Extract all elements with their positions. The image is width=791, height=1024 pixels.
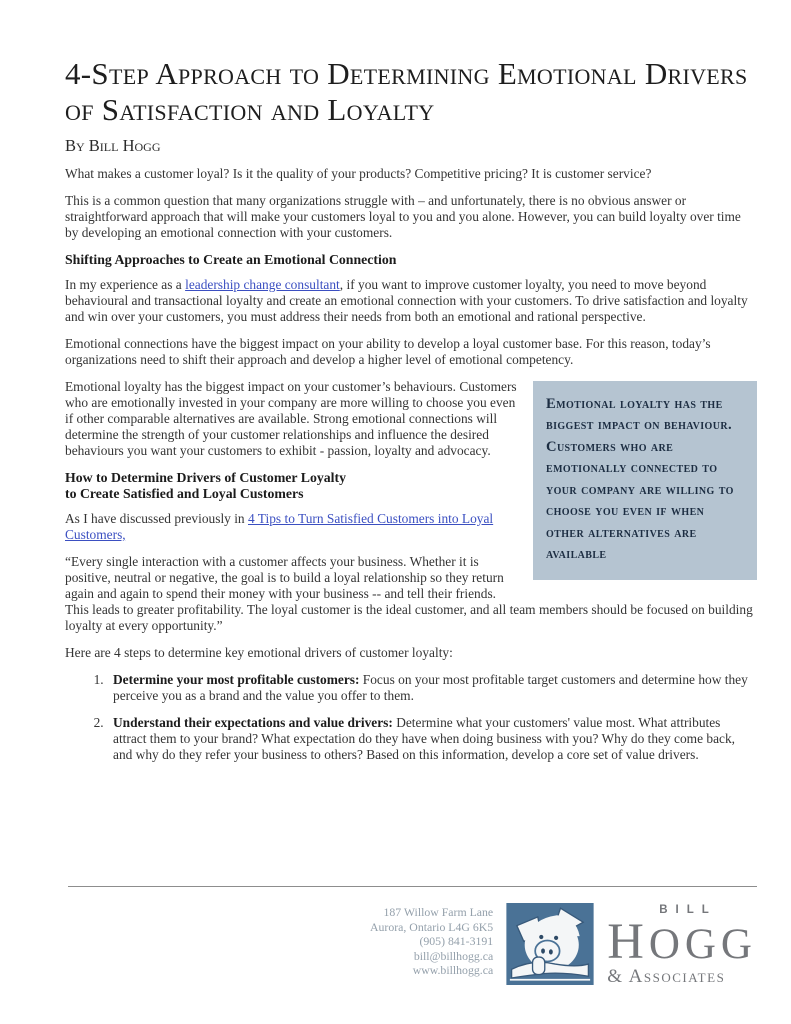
email-link[interactable]: bill@billhogg.ca [413, 948, 494, 963]
step1-title: Determine your most profitable customers: [113, 671, 360, 687]
address-line1: 187 Willow Farm Lane [383, 905, 494, 919]
page-footer [68, 886, 757, 986]
paragraph-emotional-connections: Emotional connections have the biggest impact on your ability to develop a loyal customer base. For this reason, today’s organizations need to shift their approach and develop a higher level of emotional competency. [65, 335, 711, 367]
paragraph-common-question: This is a common question that many organizations struggle with – and unfortunately, there is no obvious answer or straightforward approach that will make your customers loyal to you and you alone. However, you can build loyalty over time by developing an emotional connection with your customers. [65, 192, 741, 240]
heading-shifting-approaches: Shifting Approaches to Create an Emotional Connection [65, 251, 397, 267]
paragraph-experience-prefix: In my experience as a [65, 276, 186, 292]
article-content [65, 56, 757, 774]
step2-text: Determine what your customers' value most. What attributes attract them to your brand? What expectation do they have when doing business with you? Why do they come back, and why do they refer your business to others? Based on this information, develop a core set of value drivers. [113, 714, 735, 762]
paragraph-emotional-loyalty: Emotional loyalty has the biggest impact on your customer’s behaviours. Customers who are emotionally invested in your company are more willing to choose you even if other comparable alternatives are available. Strong emotional connections will determine the strength of your customer relationships and influence the desired behaviours you want your customers to exhibit - passion, loyalty and advocacy. [65, 378, 517, 458]
heading-how-to-determine-line2: to Create Satisfied and Loyal Customers [65, 485, 304, 501]
block-quote: “Every single interaction with a customer affects your business. Whether it is positive, neutral or negative, the goal is to build a loyal relationship so they return again and again to spend their money with your business -- and tell their friends. This leads to greater profitability. The loyal customer is the ideal customer, and all team members should be focused on building loyalty at every opportunity.” [65, 553, 753, 633]
list-item [107, 672, 757, 704]
byline: By Bill Hogg [65, 135, 161, 155]
leadership-change-consultant-link[interactable]: leadership change consultant [185, 276, 340, 292]
list-item [107, 715, 757, 763]
pig-logo-icon [506, 903, 594, 985]
page-title: 4-Step Approach to Determining Emotional Drivers of Satisfaction and Loyalty [65, 56, 748, 127]
paragraph-four-steps-lead: Here are 4 steps to determine key emotional drivers of customer loyalty: [65, 644, 453, 660]
paragraph-discussed-prefix: As I have discussed previously in [65, 510, 248, 526]
contact-block [370, 903, 493, 978]
website-link[interactable]: www.billhogg.ca [412, 963, 494, 977]
heading-how-to-determine-line1: How to Determine Drivers of Customer Loyalty [65, 469, 346, 485]
paragraph-intro: What makes a customer loyal? Is it the quality of your products? Competitive pricing? It is customer service? [65, 165, 652, 181]
step1-text: Focus on your most profitable target customers and determine how they perceive you as a brand and the value you offer to them. [113, 671, 748, 703]
address-line2: Aurora, Ontario L4G 6K5 [370, 919, 494, 934]
steps-list [87, 672, 757, 763]
four-tips-article-link[interactable]: 4 Tips to Turn Satisfied Customers into Loyal Customers, [65, 510, 494, 542]
logo-bill-text: BILL [659, 904, 717, 916]
pull-quote-box [533, 381, 757, 580]
paragraph-experience-suffix: , if you want to improve customer loyalty, you need to move beyond behavioural and transactional loyalty and create an emotional connection with your customers. To drive satisfaction and loyalty and win over your customers, you must address their needs from both an emotional and rational perspective. [65, 276, 748, 324]
phone-number: (905) 841-3191 [419, 934, 494, 948]
footer-row [68, 903, 757, 986]
logo-hogg-text: HOGG [607, 912, 757, 969]
paragraph-experience [65, 277, 757, 325]
pull-quote-text: Emotional loyalty has the biggest impact on behaviour. Customers who are emotionally connected to your company are willing to choose you even if when other alternatives are available [546, 395, 734, 563]
company-logo [607, 903, 757, 986]
step2-title: Understand their expectations and value drivers: [113, 714, 393, 730]
logo-associates-text: & Associates [607, 966, 726, 988]
